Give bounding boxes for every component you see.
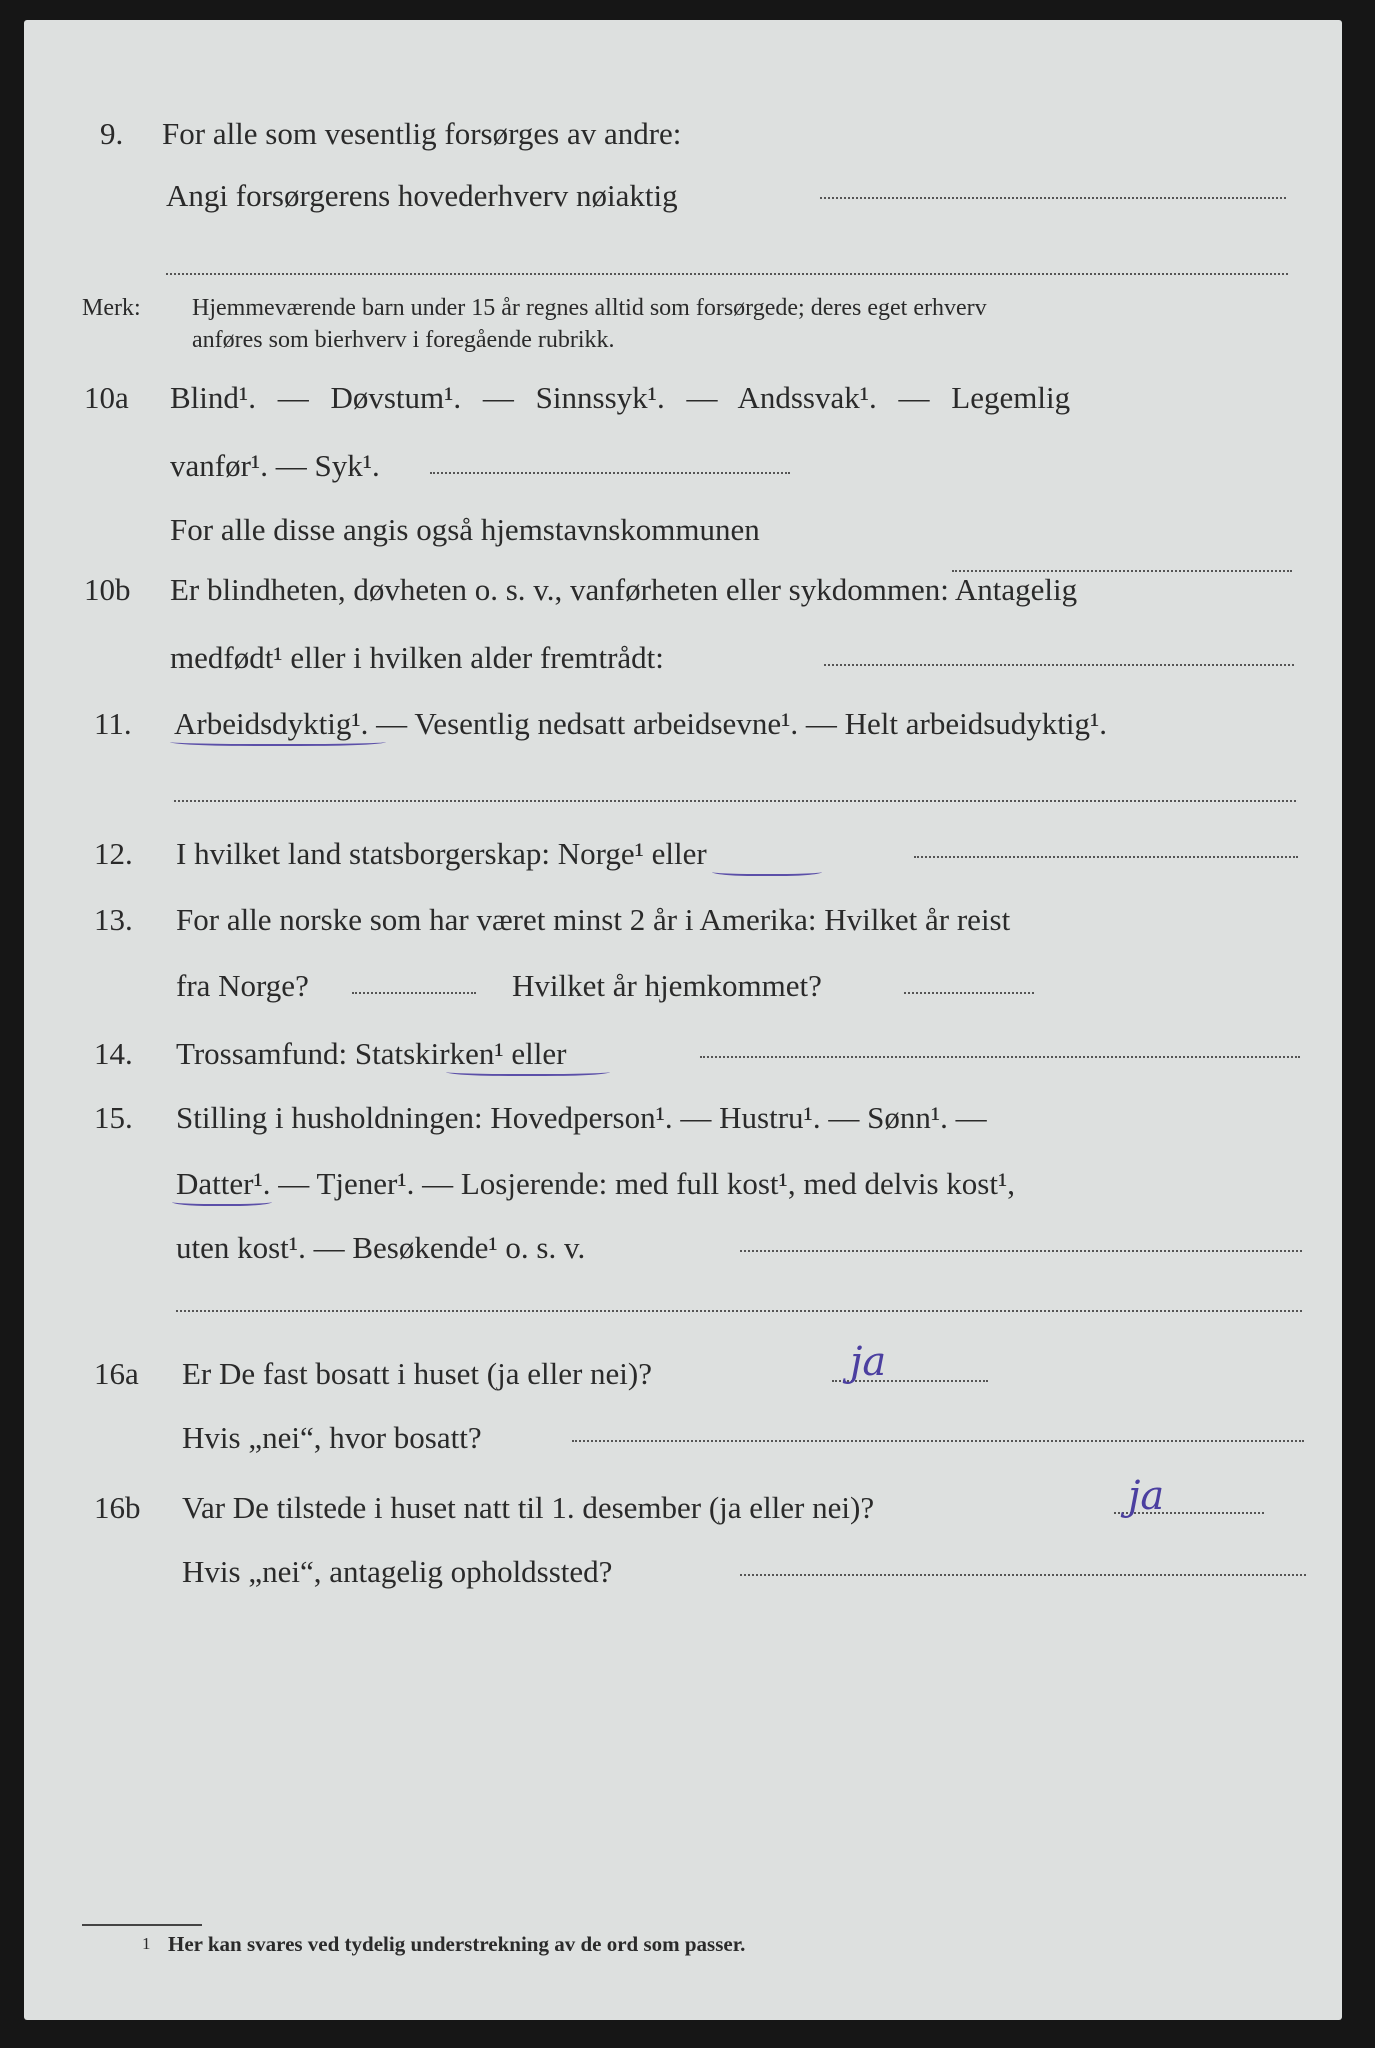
q9-line1: For alle som vesentlig forsørges av andre:: [162, 116, 682, 151]
footnote-text: Her kan svares ved tydelig understrekning av de ord som passer.: [168, 1932, 746, 1956]
underline-statskirken: [446, 1066, 610, 1076]
q16a-handwritten-answer: ja: [850, 1339, 887, 1385]
merk-label: Merk:: [82, 295, 141, 321]
q16a-line2: Hvis „nei“, hvor bosatt?: [182, 1420, 482, 1455]
q14-number: 14.: [94, 1036, 133, 1071]
q13-hjemkommet-line: [904, 992, 1034, 994]
q10b-number: 10b: [84, 572, 131, 607]
q16b-number: 16b: [94, 1490, 141, 1525]
q10a-line1: Blind¹. — Døvstum¹. — Sinnssyk¹. — Andssvak¹. — Legemlig: [170, 380, 1071, 415]
q16b-line2: Hvis „nei“, antagelig opholdssted?: [182, 1554, 613, 1589]
q14-line1: Trossamfund: Statskirken¹ eller: [176, 1036, 567, 1071]
q14-answer-line: [700, 1056, 1300, 1058]
q11-line1: Arbeidsdyktig¹. — Vesentlig nedsatt arbeidsevne¹. — Helt arbeidsudyktig¹.: [174, 706, 1108, 741]
q16a-bosatt-line: [572, 1440, 1304, 1442]
merk-line2: anføres som bierhverv i foregående rubrikk.: [192, 327, 615, 353]
q13-line2b: Hvilket år hjemkommet?: [512, 968, 822, 1003]
footnote-rule: [82, 1924, 202, 1926]
q15-line2: Datter¹. — Tjener¹. — Losjerende: med full kost¹, med delvis kost¹,: [176, 1166, 1015, 1201]
q12-answer-line: [914, 856, 1298, 858]
q9-answer-line: [820, 197, 1286, 199]
q9-answer-line-2: [166, 273, 1288, 275]
q12-number: 12.: [94, 836, 133, 871]
q11-number: 11.: [94, 706, 132, 741]
q11-answer-line: [174, 800, 1296, 802]
q15-line1: Stilling i husholdningen: Hovedperson¹. — Hustru¹. — Sønn¹. —: [176, 1100, 987, 1135]
underline-arbeidsdyktig: [170, 736, 386, 746]
merk-line1: Hjemmeværende barn under 15 år regnes alltid som forsørgede; deres eget erhverv: [192, 295, 987, 321]
q13-reist-line: [352, 992, 476, 994]
q9-line2: Angi forsørgerens hovederhverv nøiaktig: [166, 178, 678, 213]
q15-answer-line-2: [176, 1310, 1302, 1312]
q10a-line3: For alle disse angis også hjemstavnskommunen: [170, 512, 760, 547]
q13-number: 13.: [94, 902, 133, 937]
footnote-mark: 1: [142, 1934, 151, 1953]
q16a-line1: Er De fast bosatt i huset (ja eller nei)?: [182, 1356, 652, 1391]
q15-number: 15.: [94, 1100, 133, 1135]
q10b-line2: medfødt¹ eller i hvilken alder fremtrådt:: [170, 640, 664, 675]
q10a-answer-line: [430, 472, 790, 474]
q13-line1: For alle norske som har været minst 2 år i Amerika: Hvilket år reist: [176, 902, 1011, 937]
q16a-number: 16a: [94, 1356, 139, 1391]
q13-line2a: fra Norge?: [176, 968, 309, 1003]
q16b-opholdssted-line: [740, 1574, 1306, 1576]
q10a-number: 10a: [84, 380, 129, 415]
underline-datter: [172, 1196, 272, 1206]
form-page: [24, 20, 1342, 2020]
q16b-line1: Var De tilstede i huset natt til 1. desember (ja eller nei)?: [182, 1490, 875, 1525]
q10b-line1: Er blindheten, døvheten o. s. v., vanførheten eller sykdommen: Antagelig: [170, 572, 1078, 607]
q10a-line2: vanfør¹. — Syk¹.: [170, 448, 380, 483]
q15-answer-line: [740, 1250, 1302, 1252]
q16b-handwritten-answer: ja: [1128, 1473, 1165, 1519]
q12-line1: I hvilket land statsborgerskap: Norge¹ eller: [176, 836, 707, 871]
q9-number: 9.: [100, 116, 124, 151]
q15-line3: uten kost¹. — Besøkende¹ o. s. v.: [176, 1230, 586, 1265]
q10b-answer-line: [824, 664, 1294, 666]
underline-norge: [712, 866, 822, 876]
